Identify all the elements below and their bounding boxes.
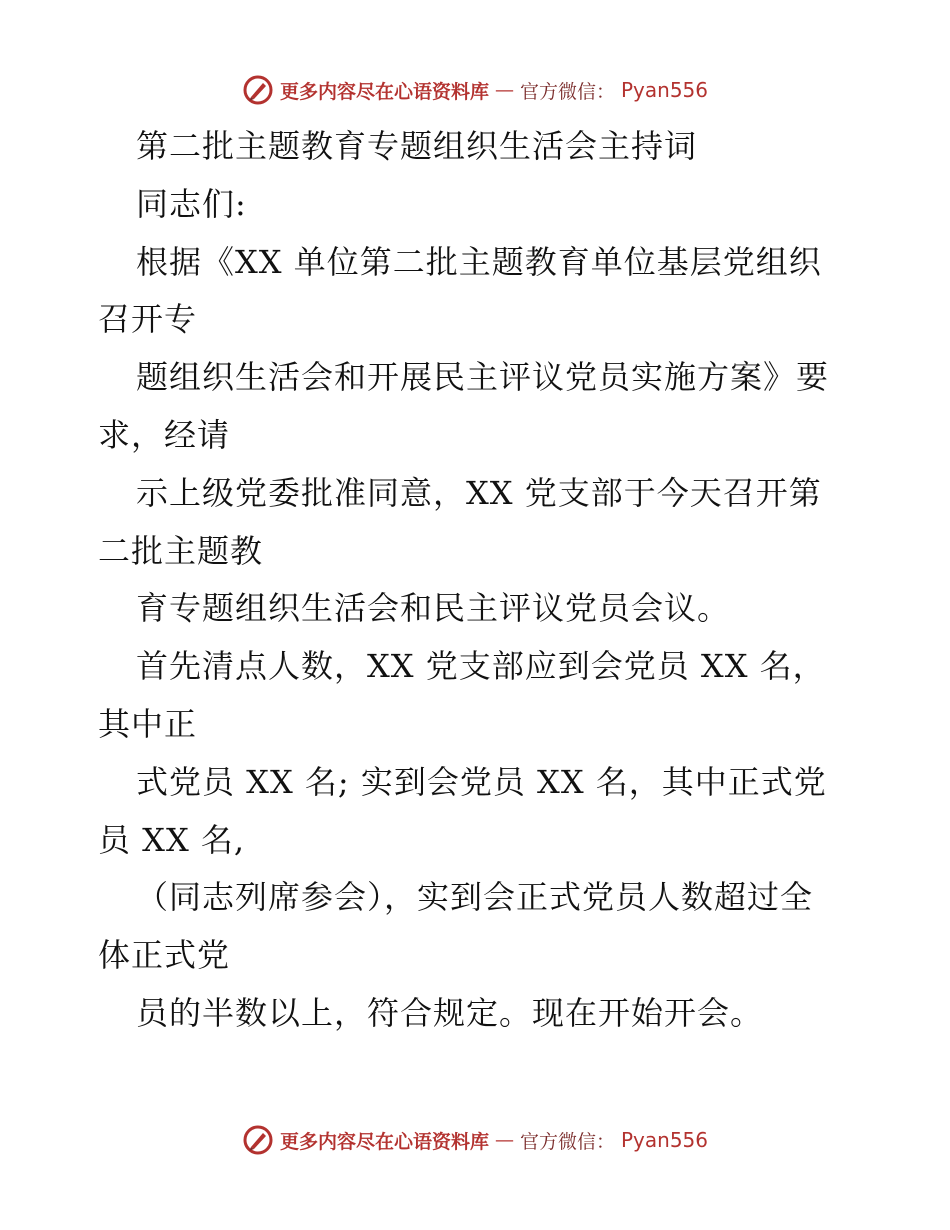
paragraph-line: 题组织生活会和开展民主评议党员实施方案》要 bbox=[136, 358, 830, 397]
paragraph-line: 首先清点人数，XX 党支部应到会党员 XX 名， bbox=[136, 647, 826, 686]
pen-logo-icon bbox=[242, 74, 274, 106]
salutation: 同志们: bbox=[136, 184, 247, 223]
document-body bbox=[98, 118, 898, 1043]
watermark-label: 官方微信： bbox=[519, 1130, 615, 1153]
paragraph-line: （同志列席参会），实到会正式党员人数超过全 bbox=[136, 878, 814, 917]
paragraph-line: 其中正 bbox=[98, 704, 198, 743]
watermark-dash: — bbox=[494, 1129, 514, 1151]
paragraph-line: 育专题组织生活会和民主评议党员会议。 bbox=[136, 589, 731, 628]
pen-logo-icon bbox=[242, 1124, 274, 1156]
paragraph-line: 求，经请 bbox=[98, 415, 231, 454]
document-title: 第二批主题教育专题组织生活会主持词 bbox=[136, 127, 698, 165]
watermark-wechat-id: Pyan556 bbox=[621, 1128, 709, 1152]
paragraph-line: 体正式党 bbox=[98, 936, 231, 975]
paragraph-line: 二批主题教 bbox=[98, 531, 264, 570]
watermark-text: 更多内容尽在心语资料库 bbox=[279, 1130, 489, 1153]
paragraph-line: 召开专 bbox=[98, 300, 198, 339]
watermark-label: 官方微信： bbox=[519, 80, 615, 103]
watermark-wechat-id: Pyan556 bbox=[621, 78, 709, 102]
paragraph-line: 员 XX 名, bbox=[98, 820, 246, 859]
watermark-dash: — bbox=[494, 79, 514, 101]
paragraph-line: 员的半数以上，符合规定。现在开始开会。 bbox=[136, 993, 764, 1032]
paragraph-line: 根据《XX 单位第二批主题教育单位基层党组织 bbox=[136, 242, 822, 281]
watermark-text: 更多内容尽在心语资料库 bbox=[279, 80, 489, 103]
paragraph-line: 式党员 XX 名; 实到会党员 XX 名，其中正式党 bbox=[136, 762, 827, 801]
paragraph-line: 示上级党委批准同意，XX 党支部于今天召开第 bbox=[136, 473, 822, 512]
footer-watermark bbox=[0, 1120, 950, 1160]
header-watermark bbox=[0, 70, 950, 110]
